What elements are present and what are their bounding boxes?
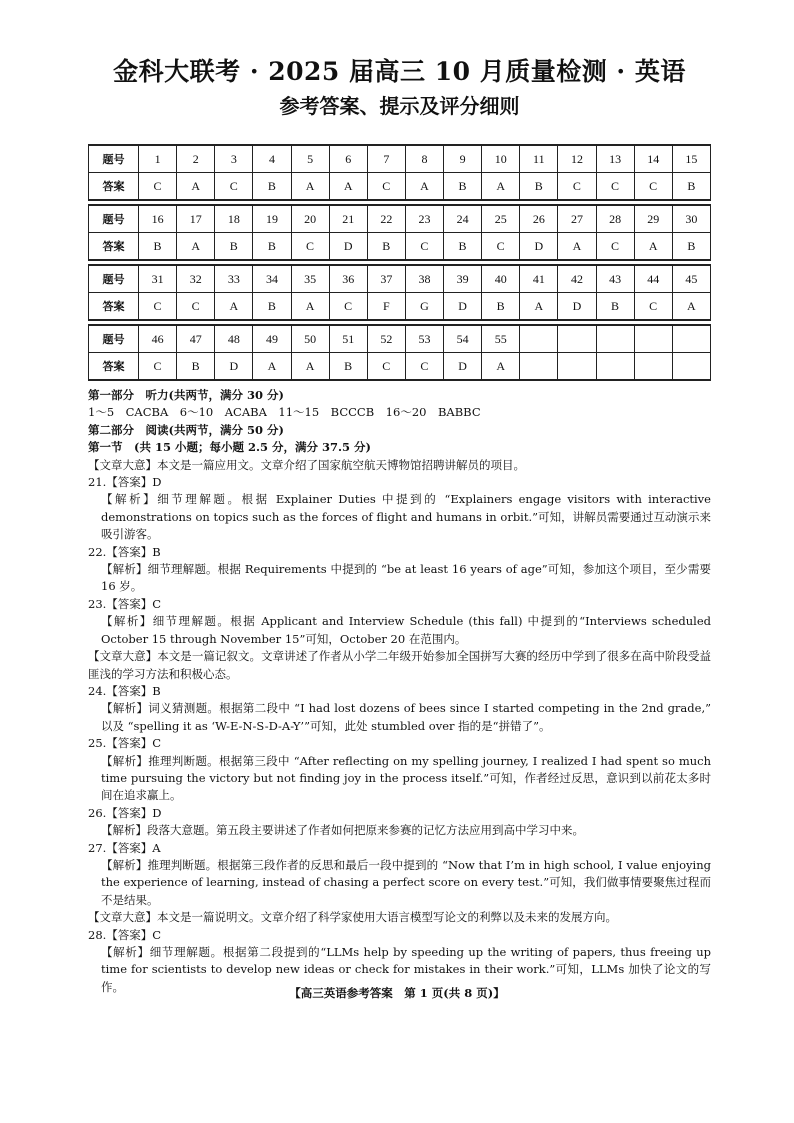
question-number-cell: 21 <box>329 205 367 233</box>
answer-cell: B <box>177 353 215 381</box>
answer-cell: A <box>291 173 329 201</box>
answer-cell: B <box>482 293 520 321</box>
q23-analysis: 【解析】细节理解题。根据 Applicant and Interview Schedule (this fall) 中提到的“Interviews scheduled October 15 through November 15”可知，October 20 在范围内。 <box>101 614 711 646</box>
q22-answer: 22.【答案】B <box>88 544 161 559</box>
answer-explanations <box>88 387 711 996</box>
question-number-cell: 36 <box>329 265 367 293</box>
question-number-cell: 48 <box>215 325 253 353</box>
answer-cell: A <box>672 293 710 321</box>
answer-cell: A <box>558 233 596 261</box>
question-number-cell: 5 <box>291 145 329 173</box>
answer-cell: F <box>367 293 405 321</box>
answer-cell: B <box>329 353 367 381</box>
answer-row <box>89 353 711 381</box>
answer-cell: B <box>253 173 291 201</box>
question-number-cell: 16 <box>139 205 177 233</box>
answer-cell: C <box>596 233 634 261</box>
answer-row <box>89 233 711 261</box>
question-number-cell: 27 <box>558 205 596 233</box>
question-number-cell: 50 <box>291 325 329 353</box>
answer-row <box>89 173 711 201</box>
answer-row-header: 答案 <box>89 293 139 321</box>
answer-cell: C <box>405 233 443 261</box>
question-number-cell: 7 <box>367 145 405 173</box>
question-number-cell: 47 <box>177 325 215 353</box>
question-number-cell: 18 <box>215 205 253 233</box>
answer-cell: B <box>520 173 558 201</box>
question-number-row-header: 题号 <box>89 265 139 293</box>
question-number-cell: 11 <box>520 145 558 173</box>
answer-cell: A <box>215 293 253 321</box>
question-number-cell: 22 <box>367 205 405 233</box>
passage-b-summary: 【文章大意】本文是一篇记叙文。文章讲述了作者从小学二年级开始参加全国拼写大赛的经历中学到了很多在高中阶段受益匪浅的学习方法和积极心态。 <box>88 649 711 681</box>
question-number-cell: 39 <box>444 265 482 293</box>
question-number-cell: 24 <box>444 205 482 233</box>
answer-cell: A <box>634 233 672 261</box>
question-number-cell: 41 <box>520 265 558 293</box>
answer-cell <box>596 353 634 381</box>
q24-answer: 24.【答案】B <box>88 683 161 698</box>
question-number-cell: 42 <box>558 265 596 293</box>
answer-cell: C <box>596 173 634 201</box>
question-number-row <box>89 145 711 173</box>
question-number-cell: 12 <box>558 145 596 173</box>
answer-cell: A <box>520 293 558 321</box>
question-number-cell: 14 <box>634 145 672 173</box>
answer-cell: C <box>177 293 215 321</box>
q27-answer: 27.【答案】A <box>88 840 161 855</box>
question-number-cell: 52 <box>367 325 405 353</box>
q21-analysis: 【解析】细节理解题。根据 Explainer Duties 中提到的 “Explainers engage visitors with interactive demonstrations on topics such as the forces of flight and humans in orbit.”可知，讲解员需要通过互动演示来吸引游客。 <box>101 492 711 542</box>
answer-cell: C <box>482 233 520 261</box>
answer-cell: B <box>444 173 482 201</box>
answer-cell: C <box>367 353 405 381</box>
question-number-cell: 25 <box>482 205 520 233</box>
question-number-cell: 4 <box>253 145 291 173</box>
passage-a-summary: 【文章大意】本文是一篇应用文。文章介绍了国家航空航天博物馆招聘讲解员的项目。 <box>88 457 525 472</box>
answer-cell: D <box>444 293 482 321</box>
question-number-cell: 6 <box>329 145 367 173</box>
answer-cell: B <box>215 233 253 261</box>
answer-cell: G <box>405 293 443 321</box>
question-number-cell: 32 <box>177 265 215 293</box>
question-number-cell: 3 <box>215 145 253 173</box>
page-footer: 【高三英语参考答案 第 1 页(共 8 页)】 <box>289 986 505 1000</box>
question-number-cell <box>672 325 710 353</box>
question-number-cell: 44 <box>634 265 672 293</box>
question-number-cell <box>596 325 634 353</box>
answer-cell <box>634 353 672 381</box>
question-number-cell: 9 <box>444 145 482 173</box>
answer-cell: C <box>329 293 367 321</box>
answer-cell: C <box>367 173 405 201</box>
answer-cell: D <box>329 233 367 261</box>
answer-cell: A <box>405 173 443 201</box>
q25-analysis: 【解析】推理判断题。根据第三段中 “After reflecting on my spelling journey, I realized I had spent so much time pursuing the victory but not finding joy in the process itself.”可知，作者经过反思，意识到以前花太多时间在追求赢上。 <box>101 753 711 803</box>
q28-analysis: 【解析】细节理解题。根据第二段提到的“LLMs help by speeding up the writing of papers, thus freeing up time for scientists to develop new ideas or check for mistakes in their work.”可知，LLMs 加快了论文的写作。 <box>101 945 711 994</box>
question-number-cell: 49 <box>253 325 291 353</box>
question-number-cell: 43 <box>596 265 634 293</box>
q26-answer: 26.【答案】D <box>88 805 162 820</box>
answer-cell: C <box>139 353 177 381</box>
answer-row-header: 答案 <box>89 173 139 201</box>
answer-cell: B <box>444 233 482 261</box>
answer-cell: C <box>558 173 596 201</box>
answer-cell: C <box>139 173 177 201</box>
question-number-cell: 40 <box>482 265 520 293</box>
answer-cell: B <box>253 293 291 321</box>
answer-cell: A <box>291 353 329 381</box>
question-number-cell: 20 <box>291 205 329 233</box>
question-number-cell: 31 <box>139 265 177 293</box>
question-number-cell: 23 <box>405 205 443 233</box>
page-title: 金科大联考 · 2025 届高三 10 月质量检测 · 英语 <box>113 57 686 86</box>
section1-heading: 第一节 (共 15 小题；每小题 2.5 分，满分 37.5 分) <box>88 440 371 455</box>
answer-cell <box>558 353 596 381</box>
question-number-cell: 15 <box>672 145 710 173</box>
question-number-cell: 1 <box>139 145 177 173</box>
question-number-row-header: 题号 <box>89 205 139 233</box>
q26-analysis: 【解析】段落大意题。第五段主要讲述了作者如何把原来参赛的记忆方法应用到高中学习中来。 <box>101 823 584 838</box>
question-number-cell: 2 <box>177 145 215 173</box>
question-number-row <box>89 265 711 293</box>
question-number-cell <box>520 325 558 353</box>
answer-cell: D <box>558 293 596 321</box>
answer-cell: A <box>329 173 367 201</box>
answer-cell: B <box>253 233 291 261</box>
answer-cell <box>672 353 710 381</box>
page-subtitle: 参考答案、提示及评分细则 <box>279 94 520 118</box>
question-number-cell: 54 <box>444 325 482 353</box>
answer-cell: A <box>177 233 215 261</box>
answer-cell: C <box>405 353 443 381</box>
question-number-cell: 28 <box>596 205 634 233</box>
answer-row <box>89 293 711 321</box>
q28-answer: 28.【答案】C <box>88 927 162 942</box>
question-number-cell: 55 <box>482 325 520 353</box>
question-number-cell: 46 <box>139 325 177 353</box>
q21-answer: 21.【答案】D <box>88 475 162 490</box>
answer-row-header: 答案 <box>89 233 139 261</box>
question-number-cell: 45 <box>672 265 710 293</box>
answer-cell: A <box>253 353 291 381</box>
q23-answer: 23.【答案】C <box>88 596 162 611</box>
answer-cell: A <box>482 353 520 381</box>
question-number-cell: 35 <box>291 265 329 293</box>
answer-cell: D <box>215 353 253 381</box>
answer-cell: A <box>482 173 520 201</box>
answer-cell: C <box>291 233 329 261</box>
question-number-cell: 37 <box>367 265 405 293</box>
answer-cell: B <box>672 233 710 261</box>
part1-heading: 第一部分 听力(共两节，满分 30 分) <box>88 388 284 402</box>
answer-cell <box>520 353 558 381</box>
question-number-cell <box>558 325 596 353</box>
question-number-cell: 38 <box>405 265 443 293</box>
answer-key-table <box>88 144 711 381</box>
answer-cell: A <box>291 293 329 321</box>
answer-cell: B <box>139 233 177 261</box>
question-number-cell: 13 <box>596 145 634 173</box>
question-number-row <box>89 205 711 233</box>
question-number-cell: 30 <box>672 205 710 233</box>
question-number-cell: 53 <box>405 325 443 353</box>
q25-answer: 25.【答案】C <box>88 736 162 751</box>
question-number-cell: 8 <box>405 145 443 173</box>
question-number-cell: 33 <box>215 265 253 293</box>
question-number-row <box>89 325 711 353</box>
passage-c-summary: 【文章大意】本文是一篇说明文。文章介绍了科学家使用大语言模型写论文的利弊以及未来的发展方向。 <box>88 910 617 925</box>
question-number-cell: 19 <box>253 205 291 233</box>
question-number-cell: 34 <box>253 265 291 293</box>
question-number-cell: 29 <box>634 205 672 233</box>
answer-row-header: 答案 <box>89 353 139 381</box>
answer-cell: D <box>444 353 482 381</box>
answer-cell: D <box>520 233 558 261</box>
question-number-cell: 26 <box>520 205 558 233</box>
question-number-cell: 10 <box>482 145 520 173</box>
answer-cell: A <box>177 173 215 201</box>
answer-cell: B <box>367 233 405 261</box>
question-number-row-header: 题号 <box>89 325 139 353</box>
question-number-cell: 17 <box>177 205 215 233</box>
question-number-cell: 51 <box>329 325 367 353</box>
question-number-row-header: 题号 <box>89 145 139 173</box>
answer-cell: C <box>215 173 253 201</box>
part2-heading: 第二部分 阅读(共两节，满分 50 分) <box>88 422 284 437</box>
answer-cell: C <box>634 173 672 201</box>
part1-answers: 1～5 CACBA 6～10 ACABA 11～15 BCCCB 16～20 BABBC <box>88 405 481 420</box>
answer-cell: C <box>634 293 672 321</box>
q27-analysis: 【解析】推理判断题。根据第三段作者的反思和最后一段中提到的 “Now that I’m in high school, I value enjoying the experience of learning, instead of chasing a perfect score on every test.”可知，我们做事情要聚焦过程而不是结果。 <box>101 857 711 907</box>
q22-analysis: 【解析】细节理解题。根据 Requirements 中提到的 “be at least 16 years of age”可知，参加这个项目，至少需要 16 岁。 <box>101 562 711 594</box>
question-number-cell <box>634 325 672 353</box>
q24-analysis: 【解析】词义猜测题。根据第二段中 “I had lost dozens of bees since I started competing in the 2nd grade,” 以及 “spelling it as ‘W-E-N-S-D-A-Y’”可知，此处 stumbled over 指的是“拼错了”。 <box>101 701 711 733</box>
answer-cell: B <box>672 173 710 201</box>
answer-cell: C <box>139 293 177 321</box>
answer-cell: B <box>596 293 634 321</box>
